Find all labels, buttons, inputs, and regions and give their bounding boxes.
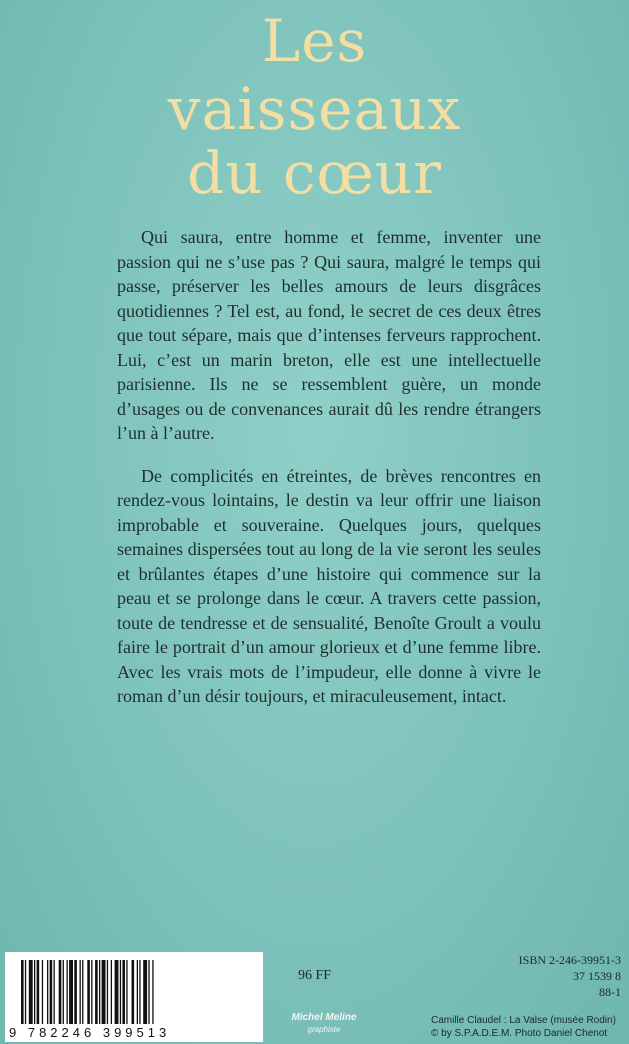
barcode-bar (34, 960, 35, 1024)
publisher-name: Michel Meline (291, 1012, 357, 1023)
isbn-line-2: 37 1539 8 (573, 969, 621, 983)
barcode-bar (99, 960, 100, 1024)
barcode-bar (67, 960, 68, 1024)
barcode-bar (126, 960, 127, 1024)
isbn-line-1: ISBN 2-246-39951-3 (518, 953, 621, 967)
barcode-bar (29, 960, 33, 1024)
barcode-bar (137, 960, 138, 1024)
barcode-bar (59, 960, 62, 1024)
publisher-logo (284, 1012, 364, 1036)
barcode-bars (21, 960, 253, 1024)
isbn-block (519, 952, 621, 1000)
credit-line-2: © by S.P.A.D.E.M. Photo Daniel Chenot (431, 1028, 608, 1039)
barcode-bar (111, 960, 112, 1024)
blurb-paragraph-1: Qui saura, entre homme et femme, inventer une passion qui ne s’use pas ? Qui saura, malgré le temps qui passe, préserver les belles amours de leurs disgrâces quotidiennes ? Tel est, au fond, le secret de ces deux êtres que tout sépare, mais que d’intenses ferveurs rapprochent. Lui, c’est un marin breton, elle est une intellectuelle parisienne. Ils ne se ressemblent guère, un monde d’usages ou de convenances aurait dû les rendre étrangers l’un à l’autre. (117, 227, 541, 443)
barcode-bar (54, 960, 55, 1024)
credit-line-1: Camille Claudel : La Valse (musée Rodin) (431, 1015, 616, 1026)
isbn-line-3: 88-1 (599, 985, 621, 999)
image-credits (431, 1014, 621, 1040)
barcode-bar (132, 960, 135, 1024)
barcode-bar (139, 960, 140, 1024)
barcode (5, 952, 263, 1042)
barcode-bar (25, 960, 26, 1024)
barcode-bar (37, 960, 40, 1024)
barcode-bar (80, 960, 81, 1024)
publisher-sub: graphiste (307, 1025, 341, 1034)
barcode-bar (21, 960, 24, 1024)
barcode-bar (91, 960, 92, 1024)
price: 96 FF (298, 968, 332, 983)
barcode-bar (69, 960, 73, 1024)
barcode-number: 9 782246 399513 (9, 1025, 171, 1040)
blurb-paragraph-2: De complicités en étreintes, de brèves rencontres en rendez-vous lointains, le destin va leur offrir une liaison improbable et souveraine. Quelques jours, quelques semaines dispersées tout au long de la vie seront les seules et brûlantes étapes d’une histoire qui commence sur la peau et se prolonge dans le cœur. A travers cette passion, toute de tendresse et de sensualité, Benoîte Groult a voulu faire le portrait d’un amour glorieux et d’une femme libre. Avec les vrais mots de l’impudeur, elle donne à vivre le roman d’un désir toujours, et miraculeusement, intact. (117, 465, 541, 706)
barcode-bar (63, 960, 64, 1024)
barcode-bar (50, 960, 53, 1024)
barcode-bar (122, 960, 125, 1024)
blurb (117, 225, 541, 727)
barcode-bar (107, 960, 108, 1024)
barcode-bar (47, 960, 48, 1024)
barcode-bar (87, 960, 90, 1024)
title-line-1: Les (261, 7, 368, 75)
title-line-3: du cœur (187, 139, 442, 207)
barcode-bar (120, 960, 121, 1024)
barcode-bar (82, 960, 83, 1024)
barcode-bar (95, 960, 98, 1024)
barcode-bar (148, 960, 149, 1024)
barcode-bar (152, 960, 153, 1024)
barcode-bar (143, 960, 147, 1024)
barcode-bar (42, 960, 43, 1024)
barcode-bar (74, 960, 77, 1024)
barcode-bar (115, 960, 119, 1024)
title-line-2: vaisseaux (167, 75, 462, 143)
barcode-bar (102, 960, 106, 1024)
